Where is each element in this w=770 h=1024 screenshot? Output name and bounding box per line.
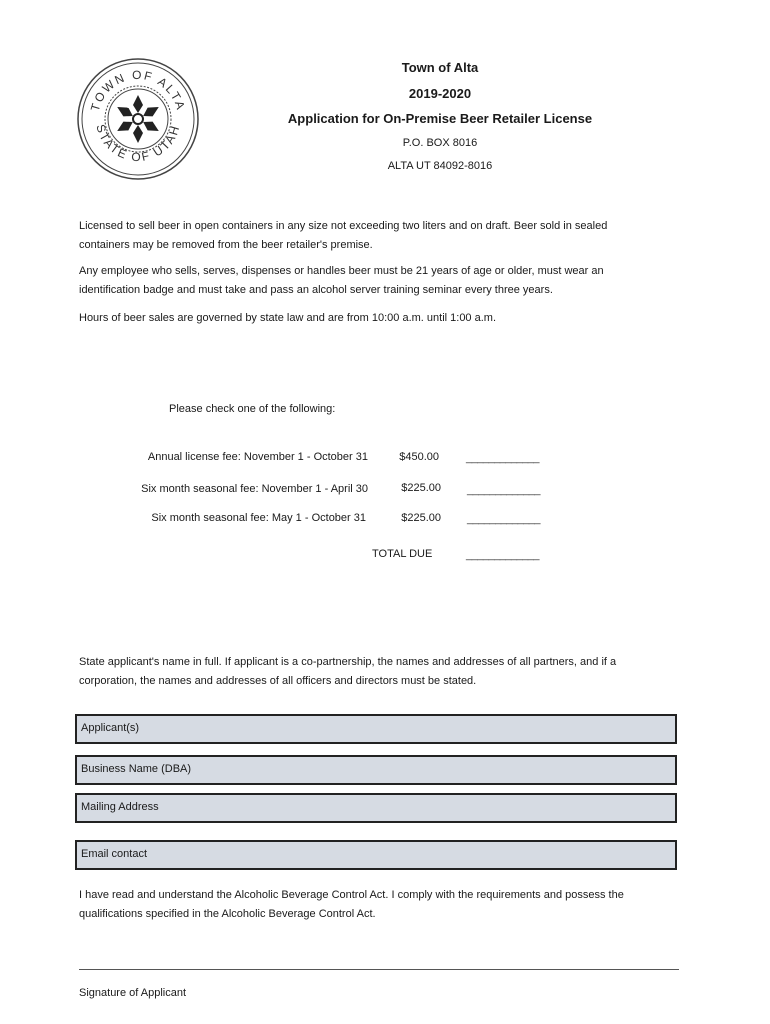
total-due-field[interactable]: _____________ — [466, 549, 540, 561]
intro-p1-line2: containers may be removed from the beer retailer's premise. — [79, 239, 373, 251]
intro-paragraph-2 — [79, 262, 679, 300]
certification-line1: I have read and understand the Alcoholic Beverage Control Act. I comply with the requirements and possess the — [79, 889, 624, 901]
total-due-label: TOTAL DUE — [372, 548, 433, 560]
fee-label-summer: Six month seasonal fee: May 1 - October 31 — [151, 512, 366, 524]
applicant-note-line1: State applicant's name in full. If applicant is a co-partnership, the names and addresses of all partners, and if a — [79, 656, 617, 668]
fee-label-winter: Six month seasonal fee: November 1 - April 30 — [141, 483, 368, 495]
intro-paragraph-3: Hours of beer sales are governed by state law and are from 10:00 a.m. until 1:00 a.m. — [79, 312, 497, 324]
fee-amount-annual: $450.00 — [399, 451, 439, 463]
applicants-field-label: Applicant(s) — [81, 722, 140, 734]
fee-instruction: Please check one of the following: — [169, 403, 336, 415]
fee-label-annual: Annual license fee: November 1 - October 31 — [147, 451, 368, 463]
certification-statement — [79, 886, 679, 924]
business-name-field[interactable] — [75, 755, 677, 785]
town-seal-logo — [76, 55, 200, 183]
intro-paragraph-1 — [79, 217, 679, 255]
fee-amount-summer: $225.00 — [401, 512, 441, 524]
seal-bottom-text: STATE OF UTAH — [93, 122, 183, 165]
fee-check-summer[interactable]: _____________ — [467, 513, 541, 525]
fee-amount-winter: $225.00 — [401, 482, 441, 494]
signature-label: Signature of Applicant — [79, 987, 187, 999]
form-title: Application for On-Premise Beer Retailer License — [287, 111, 593, 126]
seal-top-text: TOWN OF ALTA — [87, 67, 189, 113]
intro-p2-line2: identification badge and must take and pass an alcohol server training seminar every three years. — [79, 284, 553, 296]
intro-p2-line1: Any employee who sells, serves, dispenses or handles beer must be 21 years of age or older, must wear an — [79, 265, 604, 277]
mailing-address-field[interactable] — [75, 793, 677, 823]
intro-p1-line1: Licensed to sell beer in open containers in any size not exceeding two liters and on draft. Beer sold in sealed — [79, 220, 608, 232]
fee-check-winter[interactable]: _____________ — [467, 484, 541, 496]
fee-check-annual[interactable]: _____________ — [466, 452, 540, 464]
city-address: ALTA UT 84092-8016 — [387, 160, 493, 172]
town-name: Town of Alta — [401, 60, 479, 75]
signature-line[interactable] — [79, 969, 679, 970]
email-contact-field-label: Email contact — [81, 848, 148, 860]
applicant-instructions — [79, 653, 679, 691]
po-box: P.O. BOX 8016 — [402, 137, 478, 149]
mailing-address-field-label: Mailing Address — [81, 801, 159, 813]
applicants-field[interactable] — [75, 714, 677, 744]
applicant-note-line2: corporation, the names and addresses of all officers and directors must be stated. — [79, 675, 477, 687]
business-name-field-label: Business Name (DBA) — [81, 763, 192, 775]
email-contact-field[interactable] — [75, 840, 677, 870]
license-years: 2019-2020 — [408, 86, 472, 101]
certification-line2: qualifications specified in the Alcoholic Beverage Control Act. — [79, 908, 376, 920]
